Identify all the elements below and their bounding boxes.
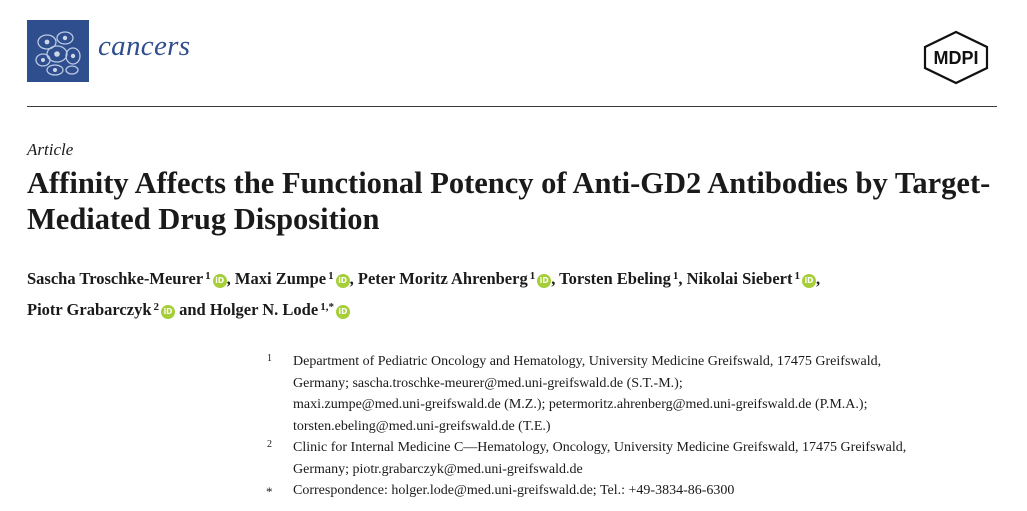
affiliation-entry (262, 480, 1007, 502)
affiliation-marker: 2 (267, 439, 272, 450)
author-affiliation-marker: 1 (529, 270, 536, 282)
affiliation-marker: * (266, 484, 273, 499)
author-separator: , (226, 269, 235, 288)
article-type: Article (27, 140, 74, 159)
journal-logo-icon (27, 20, 89, 82)
orcid-icon[interactable]: iD (336, 305, 350, 319)
author-affiliation-marker: 1 (205, 270, 211, 282)
affiliation-line: torsten.ebeling@med.uni-greifswald.de (T.E.) (293, 418, 551, 434)
author-affiliation-marker: 2 (153, 301, 159, 313)
author-name-text: Peter Moritz Ahrenberg (357, 269, 528, 288)
mdpi-logo-icon[interactable] (917, 30, 995, 85)
affiliation-line: Department of Pediatric Oncology and Hematology, University Medicine Greifswald, 17475 Greifswald, (293, 354, 882, 369)
article-title: Affinity Affects the Functional Potency of Anti-GD2 Antibodies by Target-Mediated Drug Disposition (27, 166, 991, 236)
author-name-text: Sascha Troschke-Meurer (27, 269, 204, 288)
orcid-icon[interactable]: iD (213, 274, 227, 288)
affiliation-line: Clinic for Internal Medicine C—Hematology, Oncology, University Medicine Greifswald, 17475 Greifswald, (293, 440, 907, 455)
author-separator: , (678, 269, 687, 288)
author-name[interactable] (358, 269, 551, 288)
affiliation-line: Germany; sascha.troschke-meurer@med.uni-greifswald.de (S.T.-M.); (293, 375, 683, 391)
header-divider (27, 106, 997, 107)
orcid-icon[interactable]: iD (537, 274, 551, 288)
author-separator: , (551, 269, 560, 288)
author-affiliation-marker: 1 (672, 270, 679, 282)
orcid-icon[interactable]: iD (336, 274, 350, 288)
author-separator: and (175, 300, 210, 319)
affiliation-entry (262, 437, 1007, 480)
affiliation-marker: 1 (267, 353, 272, 364)
author-affiliation-marker: 1,* (320, 301, 334, 313)
orcid-icon[interactable]: iD (802, 274, 816, 288)
author-separator: , (349, 269, 358, 288)
author-affiliation-marker: 1 (328, 270, 334, 282)
author-list (27, 262, 1002, 324)
author-name[interactable] (27, 300, 175, 319)
author-name[interactable] (687, 269, 816, 288)
publisher-name: MDPI (933, 48, 979, 68)
author-name-text: Torsten Ebeling (559, 269, 671, 288)
author-name-text: Holger N. Lode (209, 300, 319, 319)
affiliation-line: maxi.zumpe@med.uni-greifswald.de (M.Z.); petermoritz.ahrenberg@med.uni-greifswald.de (P.M.A.); (293, 397, 868, 412)
affiliations (262, 351, 1007, 502)
author-name-text: Nikolai Siebert (686, 269, 793, 288)
author-name[interactable] (210, 300, 350, 319)
orcid-icon[interactable]: iD (161, 305, 175, 319)
author-affiliation-marker: 1 (794, 270, 800, 282)
author-name[interactable] (27, 269, 227, 288)
affiliation-entry (262, 351, 1007, 437)
author-name-text: Maxi Zumpe (234, 269, 327, 288)
author-name-text: Piotr Grabarczyk (27, 300, 152, 319)
author-separator: , (816, 269, 821, 288)
author-name[interactable] (235, 269, 350, 288)
journal-name[interactable]: cancers (98, 30, 191, 62)
author-name[interactable] (559, 269, 678, 288)
affiliation-line: Correspondence: holger.lode@med.uni-greifswald.de; Tel.: +49-3834-86-6300 (293, 483, 735, 498)
affiliation-line: Germany; piotr.grabarczyk@med.uni-greifswald.de (293, 461, 583, 477)
